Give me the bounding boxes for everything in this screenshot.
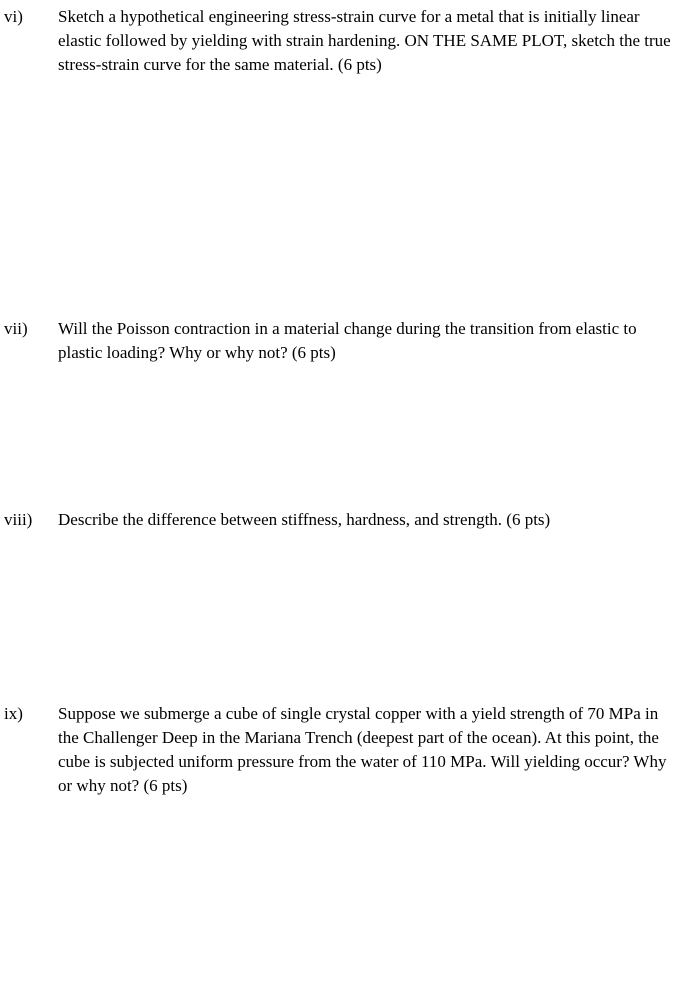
question-text: Sketch a hypothetical engineering stress-strain curve for a metal that is initially linear elastic followed by yielding with strain hardening. ON THE SAME PLOT, sketch the true stress-strain curve for the same material. (6 pts) <box>58 7 671 74</box>
question-number: vii) <box>4 319 28 338</box>
question-text: Suppose we submerge a cube of single crystal copper with a yield strength of 70 MPa in the Challenger Deep in the Mariana Trench (deepest part of the ocean). At this point, the cube is subjected uniform pressure from the water of 110 MPa. Will yielding occur? Why or why not? (6 pts) <box>58 704 667 795</box>
question-text: Describe the difference between stiffness, hardness, and strength. (6 pts) <box>58 510 551 529</box>
question-number: viii) <box>4 510 33 529</box>
question-number: vi) <box>4 7 23 26</box>
question-text: Will the Poisson contraction in a material change during the transition from elastic to plastic loading? Why or why not? (6 pts) <box>58 319 637 362</box>
question-number: ix) <box>4 704 23 723</box>
